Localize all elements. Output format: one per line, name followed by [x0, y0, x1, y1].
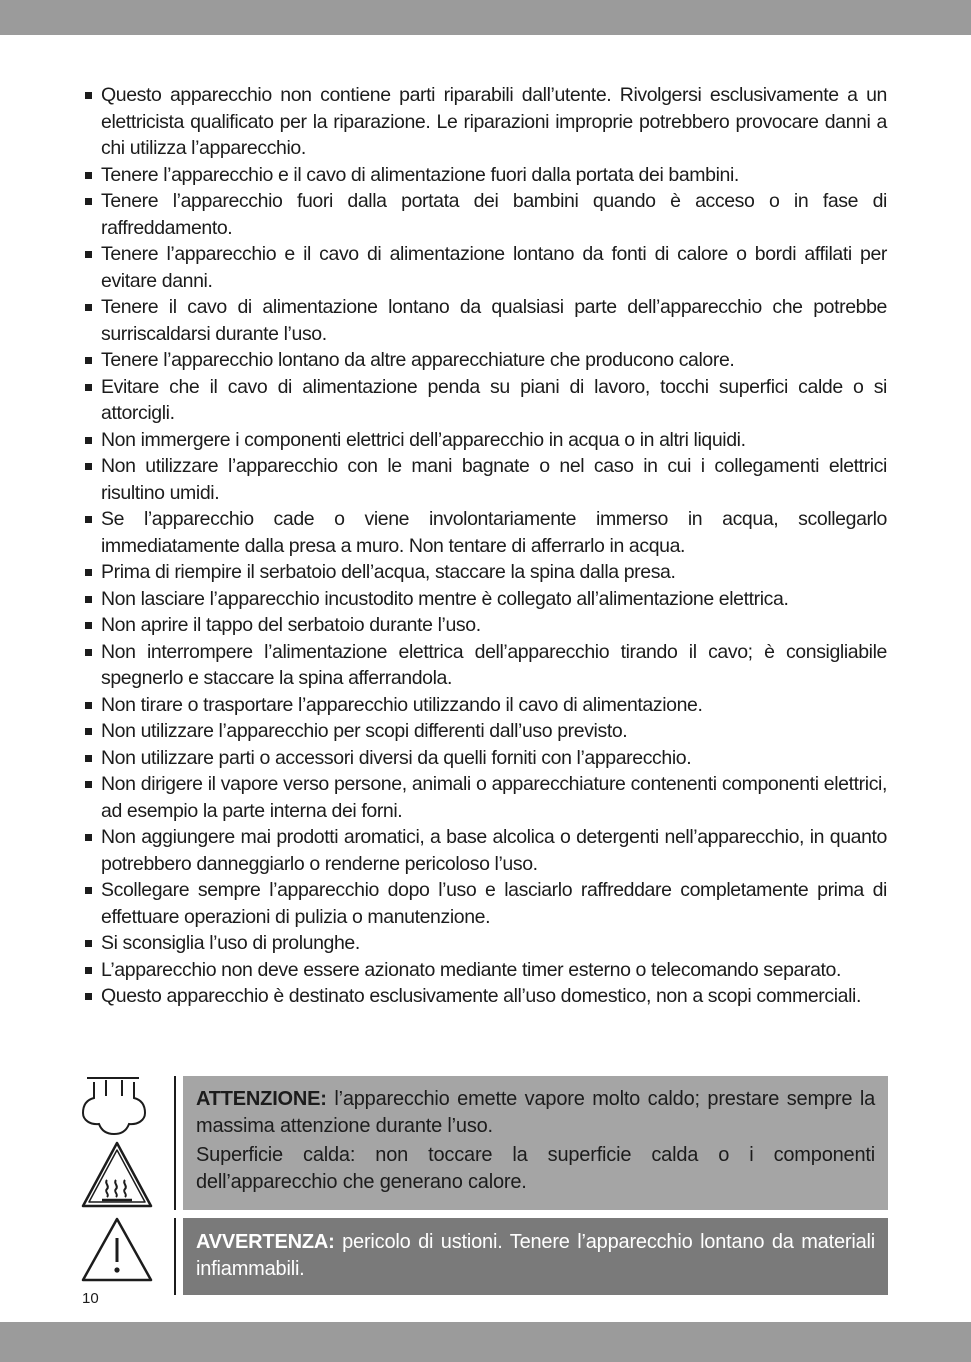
list-item: Non tirare o trasportare l’apparecchio utilizzando il cavo di alimentazione. [84, 692, 887, 719]
warning-text: pericolo di ustioni. Tenere l’apparecchio lontano da materiali infiammabili. [196, 1231, 876, 1280]
list-item: Non immergere i componenti elettrici dell’apparecchio in acqua o in altri liquidi. [84, 427, 887, 454]
list-item: Non dirigere il vapore verso persone, animali o apparecchiature contenenti componenti elettrici, ad esempio la parte interna dei forni. [84, 771, 887, 824]
list-item: Non interrompere l’alimentazione elettrica dell’apparecchio tirando il cavo; è consigliabile spegnerlo e staccare la spina afferrandola. [84, 639, 887, 692]
page-number: 10 [82, 1290, 99, 1307]
list-item: Non utilizzare l’apparecchio con le mani bagnate o nel caso in cui i collegamenti elettrici risultino umidi. [84, 453, 887, 506]
list-item: Tenere l’apparecchio fuori dalla portata dei bambini quando è acceso o in fase di raffreddamento. [84, 188, 887, 241]
list-item: Tenere l’apparecchio e il cavo di alimentazione lontano da fonti di calore o bordi affilati per evitare danni. [84, 241, 887, 294]
list-item: Non aggiungere mai prodotti aromatici, a base alcolica o detergenti nell’apparecchio, in quanto potrebbero danneggiarlo o renderne pericoloso l’uso. [84, 824, 887, 877]
list-item: Non utilizzare parti o accessori diversi da quelli forniti con l’apparecchio. [84, 745, 887, 772]
safety-instructions-list [84, 82, 887, 1010]
general-warning-icon [80, 1216, 154, 1284]
list-item: Questo apparecchio è destinato esclusivamente all’uso domestico, non a scopi commerciali. [84, 983, 887, 1010]
caution-divider [174, 1076, 176, 1210]
list-item: Evitare che il cavo di alimentazione penda su piani di lavoro, tocchi superfici calde o si attorcigli. [84, 374, 887, 427]
caution-label: ATTENZIONE: [196, 1088, 327, 1110]
list-item: Questo apparecchio non contiene parti riparabili dall’utente. Rivolgersi esclusivamente a un elettricista qualificato per la riparazione. Le riparazioni improprie potrebbero provocare danni a chi utilizza l’apparecchio. [84, 82, 887, 162]
list-item: Tenere il cavo di alimentazione lontano da qualsiasi parte dell’apparecchio che potrebbe surriscaldarsi durante l’uso. [84, 294, 887, 347]
list-item: Tenere l’apparecchio lontano da altre apparecchiature che producono calore. [84, 347, 887, 374]
list-item: L’apparecchio non deve essere azionato mediante timer esterno o telecomando separato. [84, 957, 887, 984]
list-item: Si sconsiglia l’uso di prolunghe. [84, 930, 887, 957]
list-item: Scollegare sempre l’apparecchio dopo l’uso e lasciarlo raffreddare completamente prima di effettuare operazioni di pulizia o manutenzione. [84, 877, 887, 930]
list-item: Non aprire il tappo del serbatoio durante l’uso. [84, 612, 887, 639]
warning-box [183, 1218, 888, 1295]
list-item: Prima di riempire il serbatoio dell’acqua, staccare la spina dalla presa. [84, 559, 887, 586]
warning-divider [174, 1218, 176, 1295]
hot-surface-warning-icon [80, 1140, 154, 1210]
caution-paragraph [196, 1086, 875, 1140]
caution-text: l’apparecchio emette vapore molto caldo; prestare sempre la massima attenzione durante l’uso. [196, 1088, 875, 1137]
list-item: Tenere l’apparecchio e il cavo di alimentazione fuori dalla portata dei bambini. [84, 162, 887, 189]
bottom-band [0, 1322, 971, 1362]
warning-label: AVVERTENZA: [196, 1231, 335, 1253]
caution-box [183, 1076, 888, 1210]
list-item: Non utilizzare l’apparecchio per scopi differenti dall’uso previsto. [84, 718, 887, 745]
caution-hot-surface-text: Superficie calda: non toccare la superficie calda o i componenti dell’apparecchio che generano calore. [196, 1144, 875, 1193]
list-item: Non lasciare l’apparecchio incustodito mentre è collegato all’alimentazione elettrica. [84, 586, 887, 613]
top-band [0, 0, 971, 35]
warning-paragraph [196, 1229, 875, 1283]
list-item: Se l’apparecchio cade o viene involontariamente immerso in acqua, scollegarlo immediatamente dalla presa a muro. Non tentare di afferrarlo in acqua. [84, 506, 887, 559]
